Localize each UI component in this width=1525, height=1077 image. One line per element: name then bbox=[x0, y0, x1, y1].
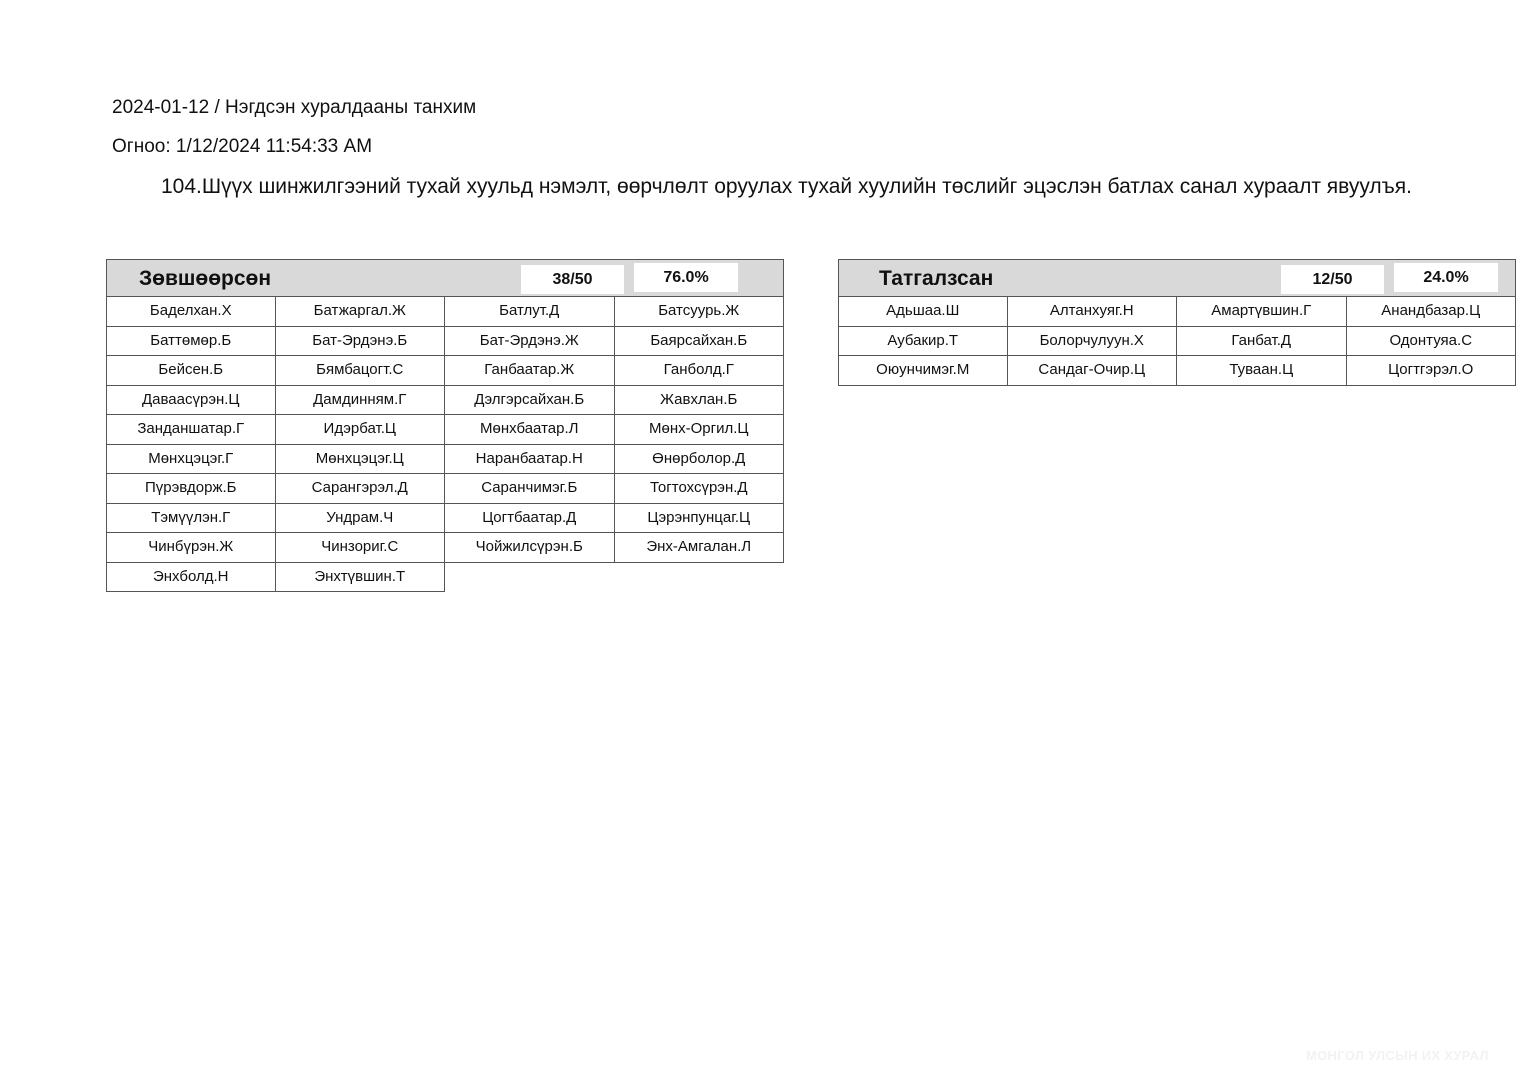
member-name-cell: Идэрбат.Ц bbox=[276, 415, 446, 445]
member-name-cell: Адьшаа.Ш bbox=[838, 297, 1008, 327]
approved-count: 38/50 bbox=[521, 265, 624, 294]
member-name-cell: Бейсен.Б bbox=[106, 356, 276, 386]
rejected-title: Татгалзсан bbox=[879, 267, 994, 290]
member-name-cell: Батлут.Д bbox=[445, 297, 615, 327]
member-name-cell: Бямбацогт.С bbox=[276, 356, 446, 386]
member-name-cell: Баярсайхан.Б bbox=[615, 327, 785, 357]
member-name-cell: Саранчимэг.Б bbox=[445, 474, 615, 504]
member-name-cell: Туваан.Ц bbox=[1177, 356, 1347, 386]
rejected-members-grid bbox=[838, 297, 1516, 386]
member-name-cell: Өнөрболор.Д bbox=[615, 445, 785, 475]
member-name-cell: Одонтуяа.С bbox=[1347, 327, 1517, 357]
member-name-cell: Мөнх-Оргил.Ц bbox=[615, 415, 785, 445]
member-name-cell: Аубакир.Т bbox=[838, 327, 1008, 357]
member-name-cell: Анандбазар.Ц bbox=[1347, 297, 1517, 327]
member-name-cell: Энхболд.Н bbox=[106, 563, 276, 593]
session-date-room: 2024-01-12 / Нэгдсэн хуралдааны танхим bbox=[112, 97, 477, 118]
member-name-cell: Мөнхцэцэг.Г bbox=[106, 445, 276, 475]
member-name-cell: Цогтбаатар.Д bbox=[445, 504, 615, 534]
member-name-cell: Пүрэвдорж.Б bbox=[106, 474, 276, 504]
member-name-cell: Бат-Эрдэнэ.Б bbox=[276, 327, 446, 357]
member-name-cell: Наранбаатар.Н bbox=[445, 445, 615, 475]
member-name-cell: Тогтохсүрэн.Д bbox=[615, 474, 785, 504]
member-name-cell: Бат-Эрдэнэ.Ж bbox=[445, 327, 615, 357]
member-name-cell: Батсуурь.Ж bbox=[615, 297, 785, 327]
approved-members-grid bbox=[106, 297, 784, 592]
member-name-cell: Дамдинням.Г bbox=[276, 386, 446, 416]
vote-timestamp: Огноо: 1/12/2024 11:54:33 AM bbox=[112, 136, 373, 157]
rejected-panel bbox=[838, 259, 1516, 386]
rejected-count: 12/50 bbox=[1281, 265, 1384, 294]
member-name-cell: Оюунчимэг.М bbox=[838, 356, 1008, 386]
member-name-cell: Ганбаатар.Ж bbox=[445, 356, 615, 386]
motion-text: 104.Шүүх шинжилгээний тухай хуульд нэмэлт, өөрчлөлт оруулах тухай хуулийн төслийг эцэслэн батлах санал хураалт явуулъя. bbox=[161, 175, 1412, 198]
member-name-cell: Батжаргал.Ж bbox=[276, 297, 446, 327]
parliament-watermark: МОНГОЛ УЛСЫН ИХ ХУРАЛ bbox=[1306, 1048, 1489, 1063]
member-name-cell: Чинбүрэн.Ж bbox=[106, 533, 276, 563]
member-name-cell: Чойжилсүрэн.Б bbox=[445, 533, 615, 563]
member-name-cell: Цогтгэрэл.О bbox=[1347, 356, 1517, 386]
approved-title: Зөвшөөрсөн bbox=[139, 267, 272, 290]
approved-panel bbox=[106, 259, 784, 592]
member-name-cell: Сарангэрэл.Д bbox=[276, 474, 446, 504]
approved-percent: 76.0% bbox=[634, 263, 738, 292]
member-name-cell: Даваасүрэн.Ц bbox=[106, 386, 276, 416]
member-name-cell: Мөнхцэцэг.Ц bbox=[276, 445, 446, 475]
rejected-percent: 24.0% bbox=[1394, 263, 1498, 292]
member-name-cell: Амартүвшин.Г bbox=[1177, 297, 1347, 327]
member-name-cell: Дэлгэрсайхан.Б bbox=[445, 386, 615, 416]
member-name-cell: Баттөмөр.Б bbox=[106, 327, 276, 357]
member-name-cell: Занданшатар.Г bbox=[106, 415, 276, 445]
member-name-cell: Энхтүвшин.Т bbox=[276, 563, 446, 593]
approved-header bbox=[106, 259, 784, 297]
member-name-cell: Жавхлан.Б bbox=[615, 386, 785, 416]
member-name-cell: Тэмүүлэн.Г bbox=[106, 504, 276, 534]
member-name-cell: Чинзориг.С bbox=[276, 533, 446, 563]
rejected-header bbox=[838, 259, 1516, 297]
member-name-cell: Баделхан.Х bbox=[106, 297, 276, 327]
member-name-cell: Ганбат.Д bbox=[1177, 327, 1347, 357]
member-name-cell: Мөнхбаатар.Л bbox=[445, 415, 615, 445]
member-name-cell: Сандаг-Очир.Ц bbox=[1008, 356, 1178, 386]
member-name-cell: Цэрэнпунцаг.Ц bbox=[615, 504, 785, 534]
member-name-cell: Ундрам.Ч bbox=[276, 504, 446, 534]
member-name-cell: Болорчулуун.Х bbox=[1008, 327, 1178, 357]
member-name-cell: Алтанхуяг.Н bbox=[1008, 297, 1178, 327]
member-name-cell: Ганболд.Г bbox=[615, 356, 785, 386]
member-name-cell: Энх-Амгалан.Л bbox=[615, 533, 785, 563]
